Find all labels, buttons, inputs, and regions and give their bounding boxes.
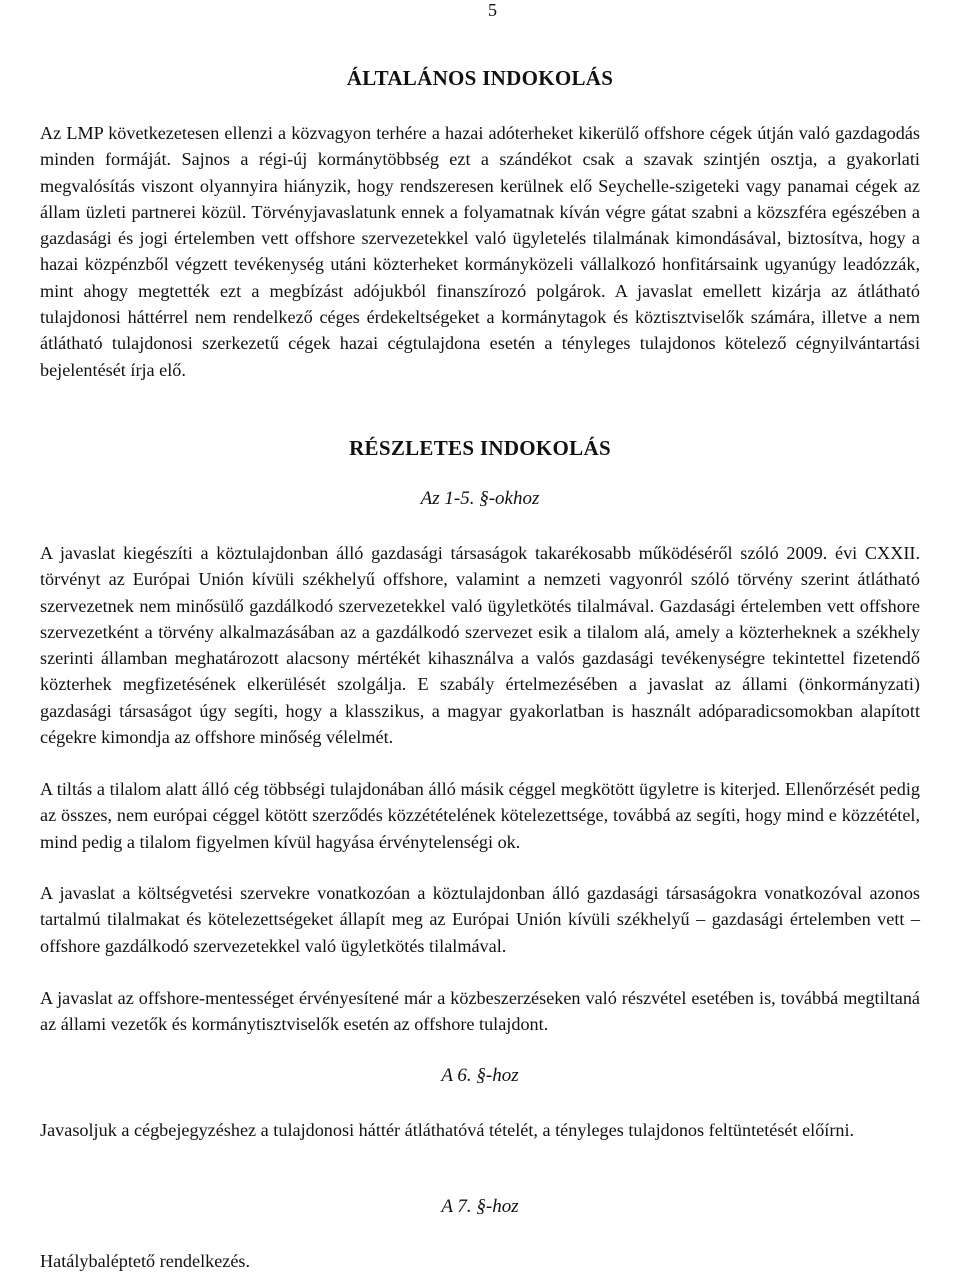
section-7-paragraph: Hatálybaléptető rendelkezés. <box>40 1251 251 1271</box>
general-justification-paragraph: Az LMP következetesen ellenzi a közvagyon terhére a hazai adóterheket kikerülő offshore cégek útján való gazdagodás minden formáját. Sajnos a régi-új kormánytöbbség ezt a szándékot csak a szavak szintjén osztja, a gyakorlati megvalósítás viszont olyannyira hiányzik, hogy rendszeresen kerülnek elő Seychelle-szigeteki vagy panamai cégek az állam üzleti partnerei közül. Törvényjavaslatunk ennek a folyamatnak kíván végre gátat szabni a közszféra egészében a gazdasági és jogi értelemben vett offshore szervezetekkel való ügyletelés tilalmának kimondásával, biztosítva, hogy a hazai közpénzből végzett tevékenység utáni közterheket kormányközeli vállalkozó honfitársaink ugyanúgy leadózzák, mint ahogy megtették ezt a megbízást adójukból finanszírozó polgárok. A javaslat emellett kizárja az átlátható tulajdonosi háttérrel nem rendelkező céges érdekeltségeket a kormánytagok és köztisztviselők számára, illetve a nem átlátható tulajdonosi szerkezetű cégek hazai cégtulajdona esetén a tényleges tulajdonos kötelező cégnyilvántartási bejelentését írja elő. <box>40 123 920 380</box>
section-1-5-paragraph-3: A javaslat a költségvetési szervekre vonatkozóan a köztulajdonban álló gazdasági társaságokra vonatkozóval azonos tartalmú tilalmakat és kötelezettségeket állapít meg az Európai Unión kívüli székhelyű – gazdasági értelemben vett – offshore gazdálkodó szervezetekkel való ügyletkötés tilalmával. <box>40 883 920 956</box>
section-6-subheading: A 6. §-hoz <box>441 1065 519 1086</box>
page-number: 5 <box>488 0 497 20</box>
section-1-5-paragraph-4: A javaslat az offshore-mentességet érvényesítené már a közbeszerzéseken való részvétel esetében is, továbbá megtiltaná az állami vezetők és kormánytisztviselők esetén az offshore tulajdont. <box>40 988 920 1035</box>
section-7-subheading: A 7. §-hoz <box>441 1196 519 1217</box>
section-1-5-paragraph-2: A tiltás a tilalom alatt álló cég többségi tulajdonában álló másik céggel megkötött ügyletre is kiterjed. Ellenőrzését pedig az összes, nem európai céggel kötött szerződés közzétételének kötelezettsége, továbbá az segíti, hogy mind e közzététel, mind pedig a tilalom figyelmen kívül hagyása érvénytelenségi ok. <box>40 779 920 852</box>
section-1-5-paragraph-1: A javaslat kiegészíti a köztulajdonban álló gazdasági társaságok takarékosabb működéséről szóló 2009. évi CXXII. törvényt az Európai Unión kívüli székhelyű offshore, valamint a nemzeti vagyonról szóló törvény szerint átlátható szervezetnek nem minősülő gazdálkodó szervezetekkel való ügyletkötés tilalmával. Gazdasági értelemben vett offshore szervezetként a törvény alkalmazásában az a gazdálkodó szervezet esik a tilalom alá, amely a közterheknek a székhely szerinti államban meghatározott alacsony mértékét kihasználva a valós gazdasági tevékenységre tekintettel fizetendő közterhek megfizetésének elkerülését szolgálja. E szabály értelmezésében a javaslat az állami (önkormányzati) gazdasági társaságot úgy segíti, hogy a klasszikus, a magyar gyakorlatban is használt adóparadicsomokban alapított cégekre kimondja az offshore minőség vélelmét. <box>40 543 920 748</box>
general-justification-heading: ÁLTALÁNOS INDOKOLÁS <box>346 66 614 90</box>
detailed-justification-heading: RÉSZLETES INDOKOLÁS <box>349 436 611 460</box>
section-1-5-subheading: Az 1-5. §-okhoz <box>420 488 540 509</box>
section-6-paragraph: Javasoljuk a cégbejegyzéshez a tulajdonosi háttér átláthatóvá tételét, a tényleges tulajdonos feltüntetését előírni. <box>40 1120 855 1140</box>
